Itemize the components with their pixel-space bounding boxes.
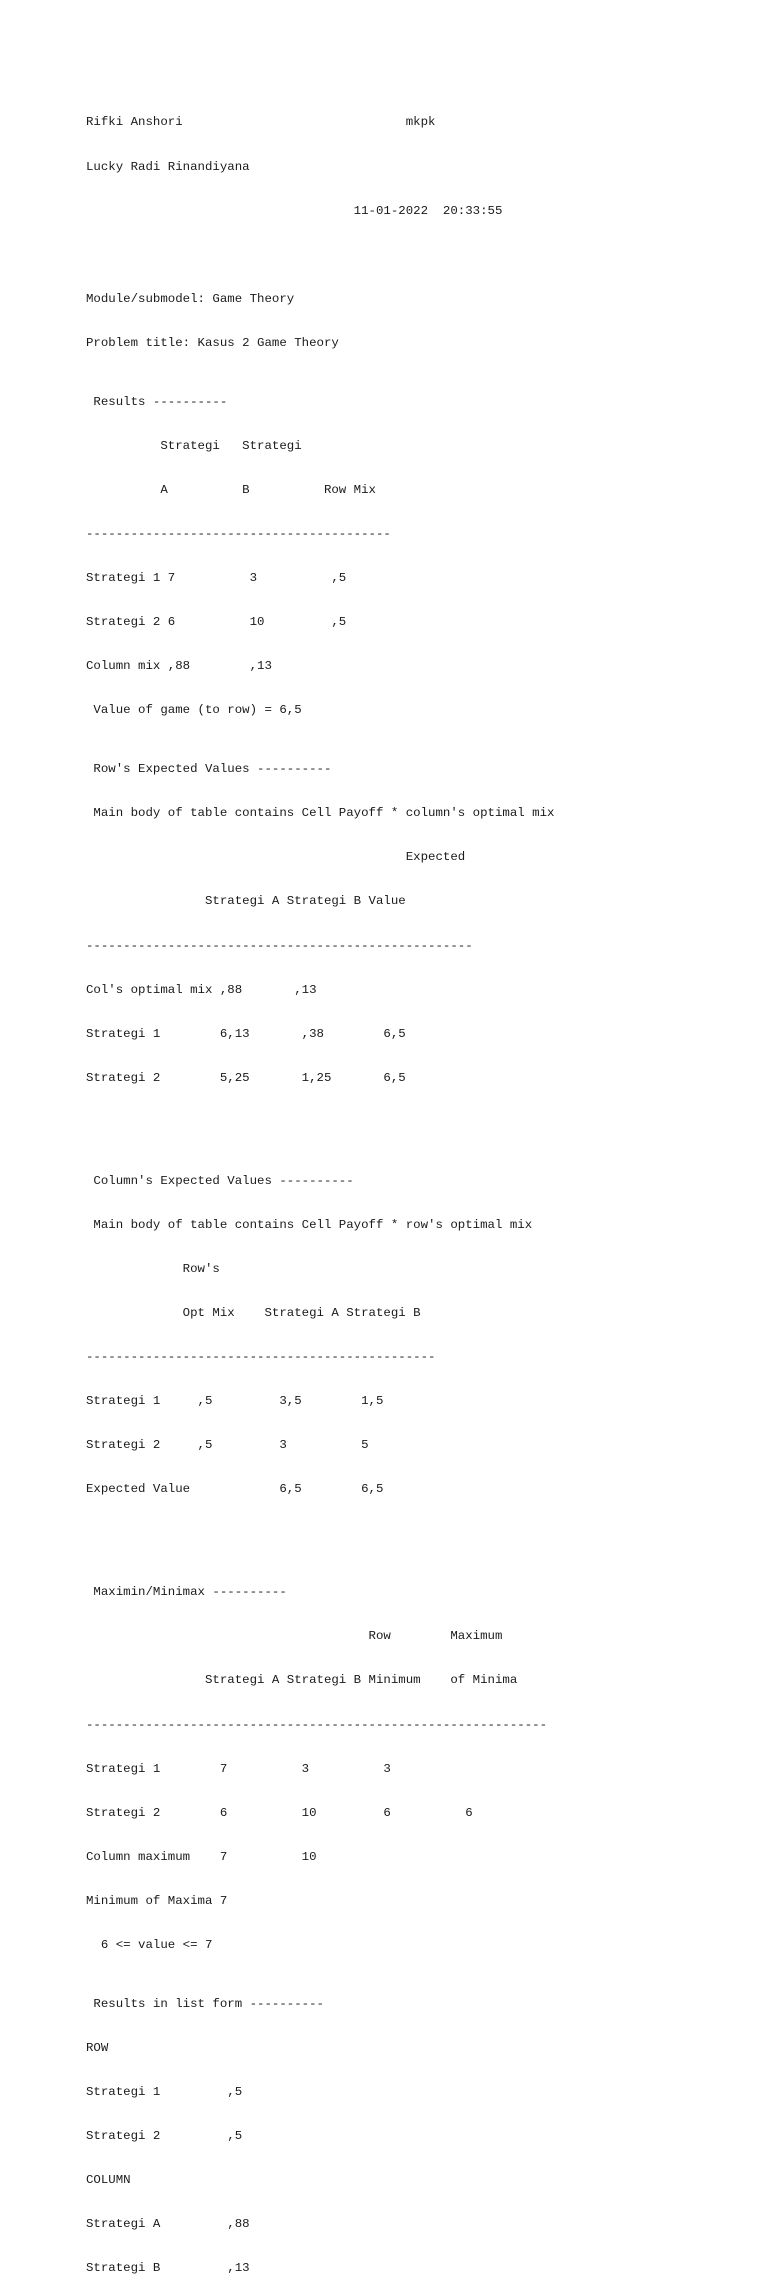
list-form-line: Strategi 2 ,5 [86, 2129, 243, 2144]
maximin-heading: Maximin/Minimax ---------- [86, 1585, 287, 1600]
rows-expected-header-1: Expected [86, 850, 466, 865]
columns-expected-rule: ----------------------------------------------- [86, 1350, 436, 1365]
results-heading: Results ---------- [86, 394, 228, 409]
maximin-header-1: Row Maximum [86, 1629, 503, 1644]
rows-expected-rule: ---------------------------------------------------- [86, 938, 473, 953]
results-rule: ----------------------------------------- [86, 526, 391, 541]
maximin-row: Strategi 1 7 3 3 [86, 1761, 391, 1776]
columns-expected-row: Strategi 1 ,5 3,5 1,5 [86, 1394, 384, 1409]
blank-line [86, 1115, 554, 1130]
problem-title: Problem title: Kasus 2 Game Theory [86, 335, 339, 350]
rows-expected-heading: Row's Expected Values ---------- [86, 762, 332, 777]
rows-expected-note: Main body of table contains Cell Payoff * column's optimal mix [86, 806, 555, 821]
rows-expected-header-2: Strategi A Strategi B Value [86, 894, 406, 909]
blank-line [86, 248, 554, 263]
report-page [86, 86, 554, 2291]
maximin-header-2: Strategi A Strategi B Minimum of Minima [86, 1673, 518, 1688]
header-datetime: 11-01-2022 20:33:55 [86, 203, 503, 218]
list-form-line: Strategi A ,88 [86, 2217, 250, 2232]
columns-expected-note: Main body of table contains Cell Payoff * row's optimal mix [86, 1217, 533, 1232]
maximin-row: Minimum of Maxima 7 [86, 1893, 228, 1908]
list-form-heading: Results in list form ---------- [86, 1996, 324, 2011]
columns-expected-header-1: Row's [86, 1261, 220, 1276]
results-header-2: A B Row Mix [86, 482, 376, 497]
results-row: Strategi 1 7 3 ,5 [86, 571, 347, 586]
results-row: Column mix ,88 ,13 [86, 659, 272, 674]
list-form-line: Strategi B ,13 [86, 2261, 250, 2276]
list-form-line: Strategi 1 ,5 [86, 2084, 243, 2099]
value-range: 6 <= value <= 7 [86, 1937, 213, 1952]
columns-expected-row: Strategi 2 ,5 3 5 [86, 1438, 369, 1453]
module-line: Module/submodel: Game Theory [86, 291, 295, 306]
results-header-1: Strategi Strategi [86, 438, 302, 453]
list-form-line: ROW [86, 2040, 109, 2055]
value-of-game: Value of game (to row) = 6,5 [86, 703, 302, 718]
maximin-row: Strategi 2 6 10 6 6 [86, 1805, 473, 1820]
maximin-rule: -------------------------------------------------------------- [86, 1717, 548, 1732]
columns-expected-header-2: Opt Mix Strategi A Strategi B [86, 1305, 421, 1320]
header-name-line: Rifki Anshori mkpk [86, 115, 436, 130]
header-name-line-2: Lucky Radi Rinandiyana [86, 159, 250, 174]
list-form-line: COLUMN [86, 2173, 131, 2188]
rows-expected-row: Strategi 2 5,25 1,25 6,5 [86, 1070, 406, 1085]
columns-expected-row: Expected Value 6,5 6,5 [86, 1482, 384, 1497]
blank-line [86, 1526, 554, 1541]
maximin-row: Column maximum 7 10 [86, 1849, 317, 1864]
rows-expected-row: Col's optimal mix ,88 ,13 [86, 982, 317, 997]
columns-expected-heading: Column's Expected Values ---------- [86, 1173, 354, 1188]
results-row: Strategi 2 6 10 ,5 [86, 615, 347, 630]
rows-expected-row: Strategi 1 6,13 ,38 6,5 [86, 1026, 406, 1041]
